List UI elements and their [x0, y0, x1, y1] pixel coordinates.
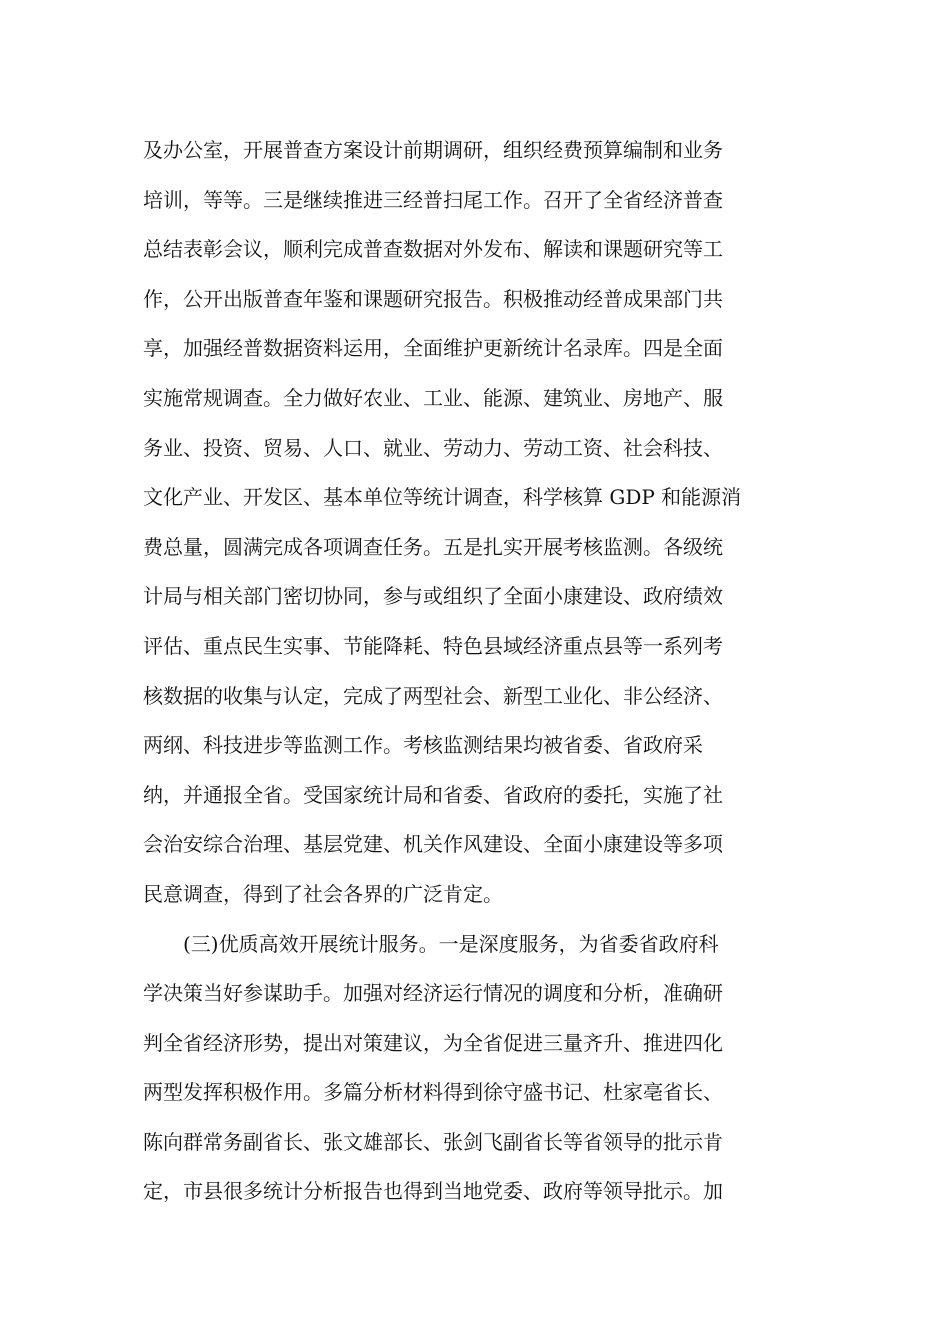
- text-line: 评估、重点民生实事、节能降耗、特色县域经济重点县等一系列考: [143, 633, 723, 658]
- text-line: 总结表彰会议，顺利完成普查数据对外发布、解读和课题研究等工: [143, 237, 723, 262]
- text-line: 纳，并通报全省。受国家统计局和省委、省政府的委托，实施了社: [143, 782, 723, 807]
- text-line: 作，公开出版普查年鉴和课题研究报告。积极推动经普成果部门共: [143, 286, 723, 311]
- text-line: 费总量，圆满完成各项调查任务。五是扎实开展考核监测。各级统: [143, 534, 723, 559]
- text-line: 享，加强经普数据资料运用，全面维护更新统计名录库。四是全面: [143, 336, 723, 361]
- text-line: 会治安综合治理、基层党建、机关作风建设、全面小康建设等多项: [143, 832, 723, 857]
- text-line: 文化产业、开发区、基本单位等统计调查，科学核算 GDP 和能源消: [143, 485, 742, 510]
- text-line: 判全省经济形势，提出对策建议，为全省促进三量齐升、推进四化: [143, 1030, 723, 1055]
- text-line: 学决策当好参谋助手。加强对经济运行情况的调度和分析，准确研: [143, 981, 723, 1006]
- text-line: 两纲、科技进步等监测工作。考核监测结果均被省委、省政府采: [143, 733, 703, 758]
- text-line: 培训，等等。三是继续推进三经普扫尾工作。召开了全省经济普查: [143, 187, 723, 212]
- text-line: 核数据的收集与认定，完成了两型社会、新型工业化、非公经济、: [143, 683, 723, 708]
- section-heading-line: (三)优质高效开展统计服务。一是深度服务，为省委省政府科: [183, 931, 719, 956]
- text-line: 务业、投资、贸易、人口、就业、劳动力、劳动工资、社会科技、: [143, 435, 723, 460]
- text-line: 实施常规调查。全力做好农业、工业、能源、建筑业、房地产、服: [143, 385, 723, 410]
- text-line: 两型发挥积极作用。多篇分析材料得到徐守盛书记、杜家亳省长、: [143, 1080, 723, 1105]
- text-line: 定，市县很多统计分析报告也得到当地党委、政府等领导批示。加: [143, 1179, 723, 1204]
- text-line: 计局与相关部门密切协同，参与或组织了全面小康建设、政府绩效: [143, 584, 723, 609]
- text-line: 陈向群常务副省长、张文雄部长、张剑飞副省长等省领导的批示肯: [143, 1129, 723, 1154]
- body-text: [143, 126, 808, 1217]
- text-line: 民意调查，得到了社会各界的广泛肯定。: [143, 881, 503, 906]
- text-line: 及办公室，开展普查方案设计前期调研，组织经费预算编制和业务: [143, 138, 723, 162]
